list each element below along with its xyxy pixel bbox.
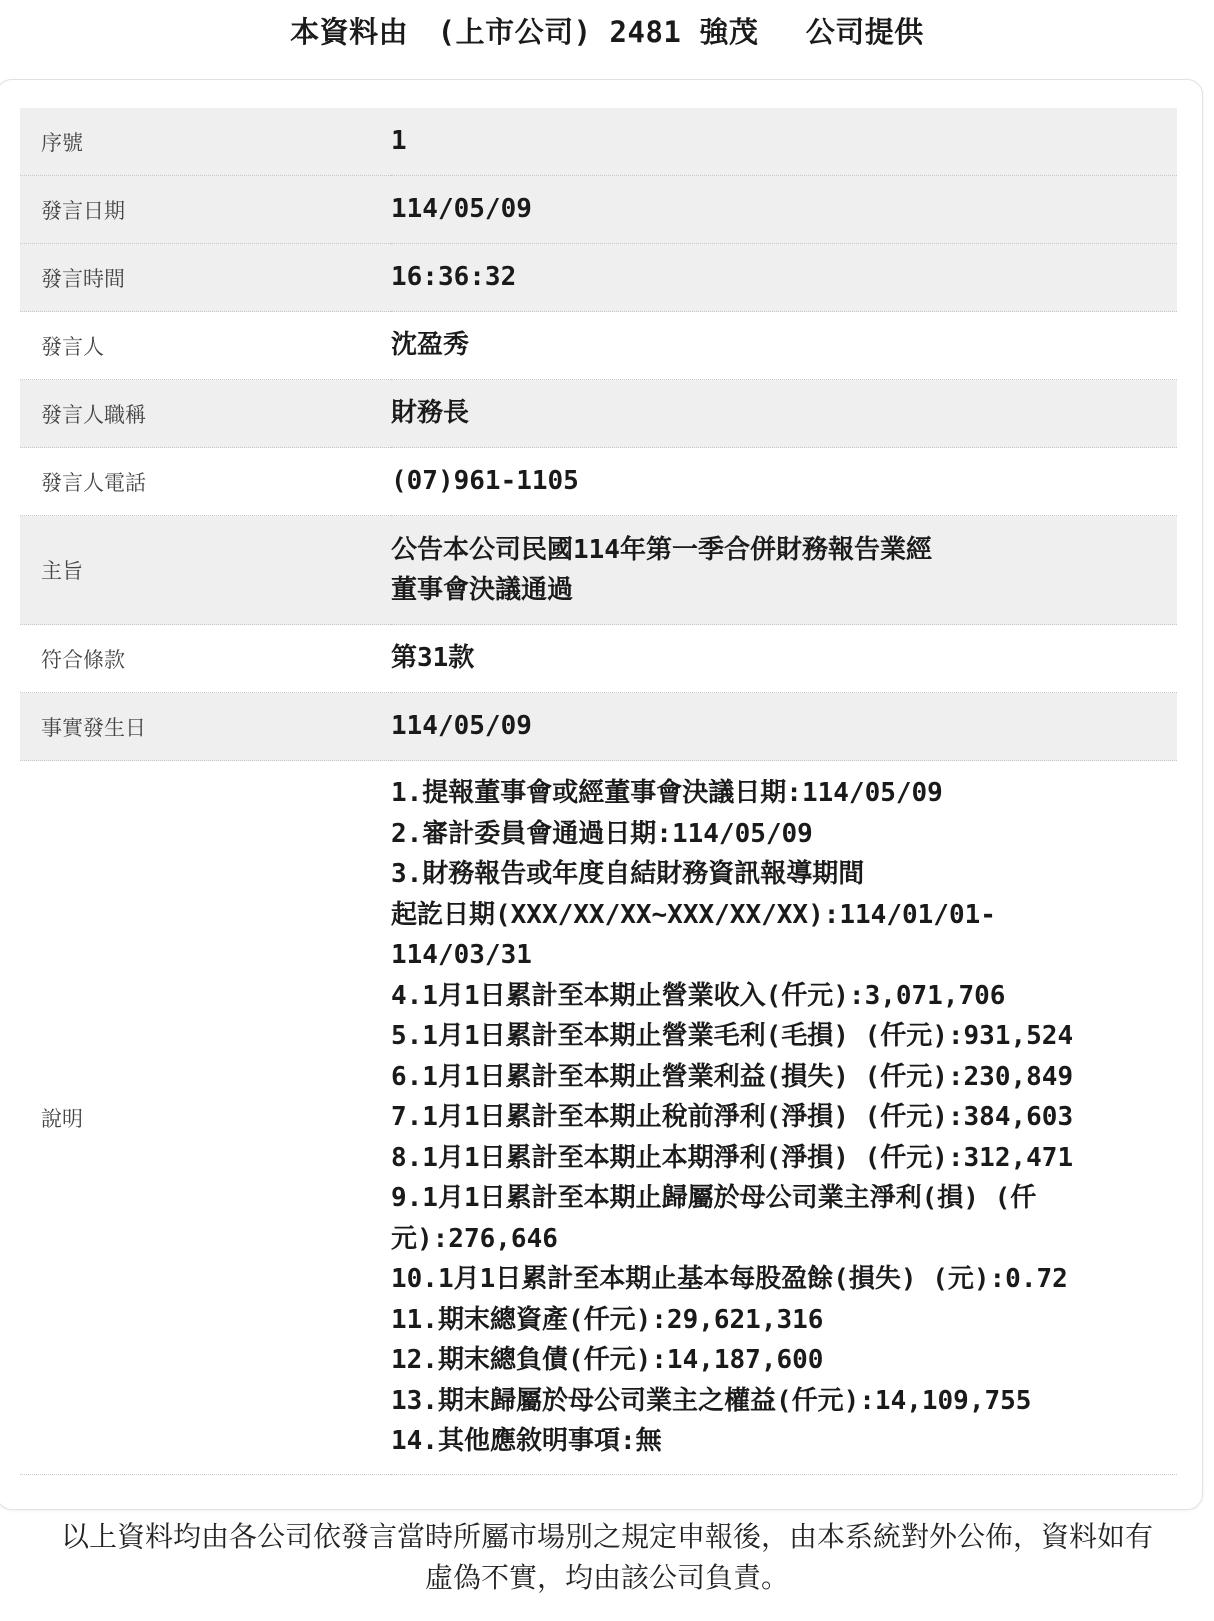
disclaimer-footer	[0, 1516, 1214, 1598]
page-title: 本資料由 (上市公司) 2481 強茂 公司提供	[290, 15, 924, 49]
row-value-phone: (07)961-1105	[391, 448, 1177, 516]
table-row-phone	[20, 448, 1177, 516]
announcement-table	[20, 108, 1177, 1475]
row-label-speaker-title: 發言人職稱	[20, 380, 391, 448]
row-value-fact-date: 114/05/09	[391, 693, 1177, 761]
row-label-description: 說明	[20, 761, 391, 1475]
row-value-time: 16:36:32	[391, 244, 1177, 312]
row-value-seq: 1	[391, 108, 1177, 176]
table-row-speaker	[20, 312, 1177, 380]
disclaimer-line-1: 以上資料均由各公司依發言當時所屬市場別之規定申報後，由本系統對外公佈，資料如有	[60, 1520, 1153, 1553]
row-label-speaker: 發言人	[20, 312, 391, 380]
table-row-clause	[20, 625, 1177, 693]
row-value-subject: 公告本公司民國114年第一季合併財務報告業經 董事會決議通過	[391, 516, 1177, 625]
row-label-fact-date: 事實發生日	[20, 693, 391, 761]
table-row-speaker-title	[20, 380, 1177, 448]
table-row-subject	[20, 516, 1177, 625]
table-row-time	[20, 244, 1177, 312]
table-row-fact-date	[20, 693, 1177, 761]
row-value-clause: 第31款	[391, 625, 1177, 693]
row-label-clause: 符合條款	[20, 625, 391, 693]
table-row-seq	[20, 108, 1177, 176]
row-value-date: 114/05/09	[391, 176, 1177, 244]
row-value-speaker: 沈盈秀	[391, 312, 1177, 380]
row-label-time: 發言時間	[20, 244, 391, 312]
disclaimer-line-2: 虛偽不實，均由該公司負責。	[424, 1561, 789, 1594]
row-label-phone: 發言人電話	[20, 448, 391, 516]
table-row-date	[20, 176, 1177, 244]
table-row-description	[20, 761, 1177, 1475]
row-label-seq: 序號	[20, 108, 391, 176]
row-label-date: 發言日期	[20, 176, 391, 244]
row-label-subject: 主旨	[20, 516, 391, 625]
row-value-speaker-title: 財務長	[391, 380, 1177, 448]
row-value-description: 1.提報董事會或經董事會決議日期:114/05/09 2.審計委員會通過日期:114/05/09 3.財務報告或年度自結財務資訊報導期間 起訖日期(XXX/XX/XX~XXX/XX/XX):114/01/01- 114/03/31 4.1月1日累計至本期止營業收入(仟元):3,071,706 5.1月1日累計至本期止營業毛利(毛損) (仟元):931,524 6.1月1日累計至本期止營業利益(損失) (仟元):230,849 7.1月1日累計至本期止稅前淨利(淨損) (仟元):384,603 8.1月1日累計至本期止本期淨利(淨損) (仟元):312,471 9.1月1日累計至本期止歸屬於母公司業主淨利(損) (仟 元):276,646 10.1月1日累計至本期止基本每股盈餘(損失) (元):0.72 11.期末總資產(仟元):29,621,316 12.期末總負債(仟元):14,187,600 13.期末歸屬於母公司業主之權益(仟元):14,109,755 14.其他應敘明事項:無	[391, 761, 1177, 1475]
